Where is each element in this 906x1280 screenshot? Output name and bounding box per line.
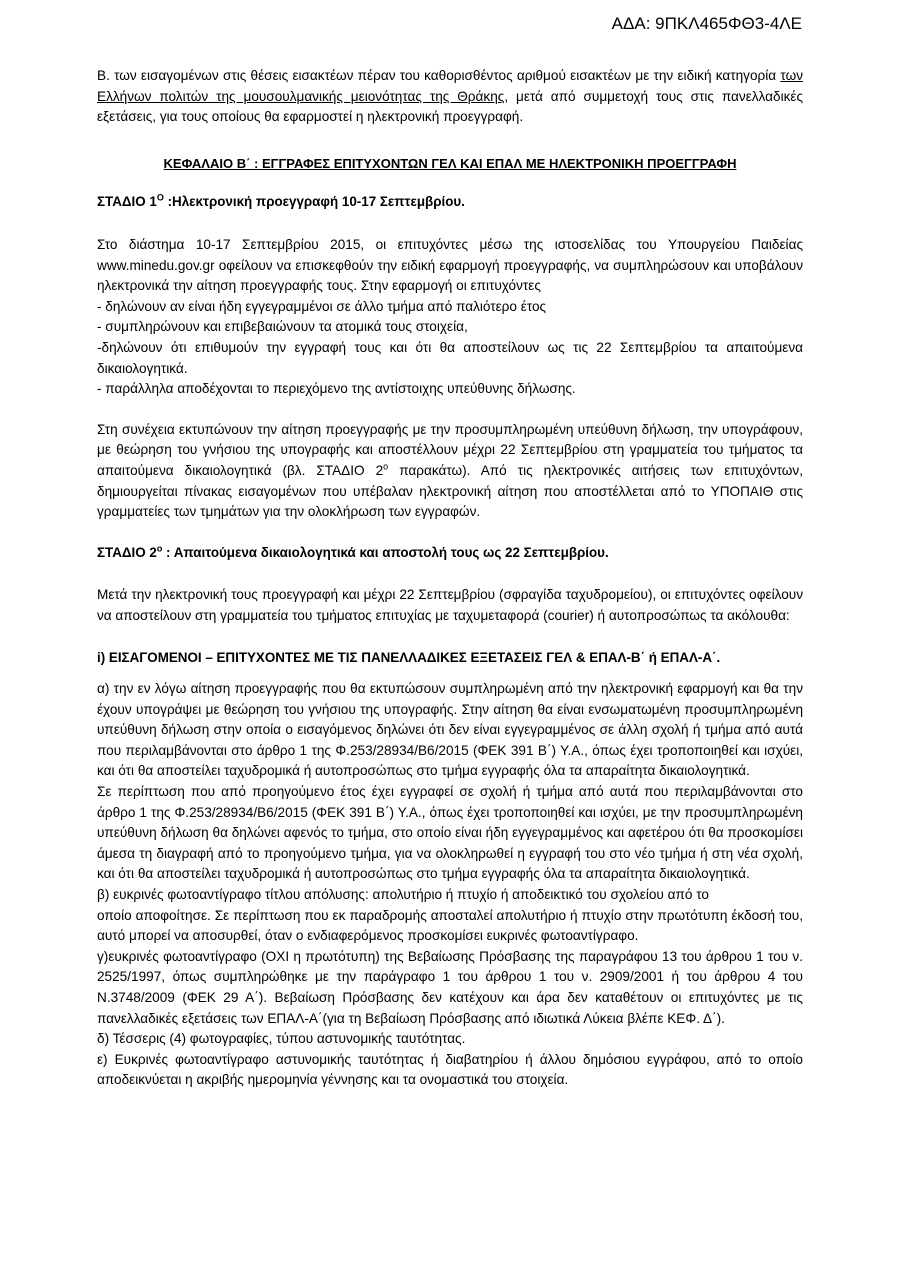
intro-text-end: , μετά από συμμετοχή τους στις πανελλαδικές εξετάσεις, για τους οποίους θα εφαρμοστεί η ηλεκτρονική προεγγραφή. bbox=[97, 88, 803, 125]
stage1-title bbox=[97, 192, 803, 213]
item-b-line-1: β) ευκρινές φωτοαντίγραφο τίτλου απόλυσης: απολυτήριο ή πτυχίο ή αποδεικτικό του σχολείου από το bbox=[97, 887, 709, 902]
item-b-line-2: οποίο αποφοίτησε. Σε περίπτωση που εκ παραδρομής αποσταλεί απολυτήριο ή πτυχίο στην πρωτότυπη έκδοσή του, αυτό μπορεί να αποσυρθεί, όταν ο ενδιαφερόμενος προσκομίσει ευκρινές φωτοαντίγραφο. bbox=[97, 907, 803, 944]
item-c: γ)ευκρινές φωτοαντίγραφο (ΟΧΙ η πρωτότυπη) της Βεβαίωσης Πρόσβασης της παραγράφου 13 του άρθρου 1 του ν. 2525/1997, όπως συμπληρώθηκε με την παράγραφο 1 του άρθρου 1 του ν. 2909/2001 ή του άρθρου 4 του Ν.3748/2009 (ΦΕΚ 29 Α΄). Βεβαίωση Πρόσβασης δεν κατέχουν και άρα δεν καταθέτουν οι επιτυχόντες με τις πανελλαδικές εξετάσεις των ΕΠΑΛ-Α΄(για τη Βεβαίωση Πρόσβασης από ιδιωτικά Λύκεια βλέπε ΚΕΦ. Δ΄). bbox=[97, 948, 803, 1026]
stage1-p2-text: Στη συνέχεια εκτυπώνουν την αίτηση προεγγραφής με την προσυμπληρωμένη υπεύθυνη δήλωση, την υπογράφουν, με θεώρηση του γνήσιου της υπογραφής και αποστέλλουν μέχρι 22 Σεπτεμβρίου στη γραμματεία του τμήματος τα απαιτούμενα δικαιολογητικά (βλ. ΣΤΑΔΙΟ 2 bbox=[97, 421, 803, 478]
stage1-title-sup: Ο bbox=[156, 192, 164, 203]
intro-underlined-category: των Ελλήνων πολιτών της μουσουλμανικής μειονότητας της Θράκης bbox=[97, 68, 803, 104]
document-body bbox=[97, 66, 803, 1091]
stage1-paragraph: Στο διάστημα 10-17 Σεπτεμβρίου 2015, οι επιτυχόντες μέσω της ιστοσελίδας του Υπουργείου Παιδείας www.minedu.gov.gr οφείλουν να επισκεφθούν την ειδική εφαρμογή προεγγραφής, να συμπληρώσουν και υποβάλουν ηλεκτρονικά την αίτηση προεγγραφής τους. Στην εφαρμογή οι επιτυχόντες bbox=[97, 236, 803, 294]
stage1-p2-sup: ο bbox=[383, 461, 389, 472]
chapter-title: ΚΕΦΑΛΑΙΟ Β΄ : ΕΓΓΡΑΦΕΣ ΕΠΙΤΥΧΟΝΤΩΝ ΓΕΛ ΚΑΙ ΕΠΑΛ ΜΕ ΗΛΕΚΤΡΟΝΙΚΗ ΠΡΟΕΓΓΡΑΦΗ bbox=[163, 155, 737, 171]
item-d: δ) Τέσσερις (4) φωτογραφίες, τύπου αστυνομικής ταυτότητας. bbox=[97, 1031, 466, 1047]
stage1-list-item-2: - συμπληρώνουν και επιβεβαιώνουν τα ατομικά τους στοιχεία, bbox=[97, 319, 468, 335]
document-ada-code: ΑΔΑ: 9ΠΚΛ465ΦΘ3-4ΛΕ bbox=[611, 14, 802, 33]
section-i-title: i) ΕΙΣΑΓΟΜΕΝΟΙ – ΕΠΙΤΥΧΟΝΤΕΣ ΜΕ ΤΙΣ ΠΑΝΕΛΛΑΔΙΚΕΣ ΕΞΕΤΑΣΕΙΣ ΓΕΛ & ΕΠΑΛ-Β΄ ή ΕΠΑΛ-Α΄. bbox=[97, 650, 721, 666]
stage1-title-text: ΣΤΑΔΙΟ 1 bbox=[97, 194, 157, 210]
stage2-title-sup: ο bbox=[156, 543, 163, 554]
stage1-title-rest: :Ηλεκτρονική προεγγραφή 10-17 Σεπτεμβρίου. bbox=[163, 194, 465, 210]
item-a: α) την εν λόγω αίτηση προεγγραφής που θα εκτυπώσουν συμπληρωμένη από την ηλεκτρονική εφαρμογή και θα την έχουν υπογράψει με θεώρηση του γνήσιου της υπογραφής. Στην αίτηση θα είναι ενσωματωμένη προσυμπληρωμένη υπεύθυνη δήλωση στην οποία ο εισαγόμενος δηλώνει ότι δεν είναι εγγεγραμμένος σε άλλη σχολή ή τμήμα από αυτά που περιλαμβάνονται στο άρθρο 1 της Φ.253/28934/Β6/2015 (ΦΕΚ 391 Β΄) Υ.Α., όπως έχει τροποποιηθεί και ισχύει, και ότι θα αποστείλει ταχυδρομικά ή αυτοπροσώπως στο τμήμα εγγραφής όλα τα απαραίτητα δικαιολογητικά. bbox=[97, 681, 803, 779]
stage2-title-text: ΣΤΑΔΙΟ 2 bbox=[97, 544, 157, 560]
intro-paragraph bbox=[97, 66, 803, 128]
intro-text-start: Β. των εισαγομένων στις θέσεις εισακτέων πέραν του καθορισθέντος αριθμού εισακτέων με την ειδική κατηγορία bbox=[97, 68, 781, 83]
stage2-title bbox=[97, 543, 803, 564]
stage2-title-rest: : Απαιτούμενα δικαιολογητικά και αποστολή τους ως 22 Σεπτεμβρίου. bbox=[162, 544, 609, 560]
stage1-list-item-1: - δηλώνουν αν είναι ήδη εγγεγραμμένοι σε άλλο τμήμα από παλιότερο έτος bbox=[97, 298, 547, 314]
stage1-list-item-4: - παράλληλα αποδέχονται το περιεχόμενο της αντίστοιχης υπεύθυνης δήλωσης. bbox=[97, 381, 576, 397]
item-a-continued: Σε περίπτωση που από προηγούμενο έτος έχει εγγραφεί σε σχολή ή τμήμα από αυτά που περιλαμβάνονται στο άρθρο 1 της Φ.253/28934/Β6/2015 (ΦΕΚ 391 Β΄) Υ.Α., όπως έχει τροποποιηθεί και ισχύει, με την προσυμπληρωμένη υπεύθυνη δήλωση θα δηλώνει αφενός το τμήμα, στο οποίο είναι ήδη εγγεγραμμένος και αφετέρου ότι θα προσκομίσει άμεσα τη διαγραφή από το προηγούμενο τμήμα, για να ολοκληρωθεί η εγγραφή του στο νέο τμήμα ή στη νέα σχολή, και ότι θα αποστείλει ταχυδρομικά ή αυτοπροσώπως στο τμήμα εγγραφής όλα τα απαραίτητα δικαιολογητικά. bbox=[97, 784, 803, 882]
stage1-list-item-3: -δηλώνουν ότι επιθυμούν την εγγραφή τους και ότι θα αποστείλουν ως τις 22 Σεπτεμβρίου τα απαιτούμενα δικαιολογητικά. bbox=[97, 339, 803, 376]
stage1-paragraph-2 bbox=[97, 420, 803, 523]
stage1-p2-rest: παρακάτω). Από τις ηλεκτρονικές αιτήσεις των επιτυχόντων, δημιουργείται πίνακας εισαγομένων που υπέβαλαν ηλεκτρονική αίτηση που αποστέλλεται από το ΥΠΟΠΑΙΘ στις γραμματείες των τμημάτων για την ολοκλήρωση των εγγραφών. bbox=[97, 462, 803, 520]
stage2-paragraph: Μετά την ηλεκτρονική τους προεγγραφή και μέχρι 22 Σεπτεμβρίου (σφραγίδα ταχυδρομείου), οι επιτυχόντες οφείλουν να αποστείλουν στη γραμματεία του τμήματος επιτυχίας με ταχυμεταφορά (courier) ή αυτοπροσώπως τα ακόλουθα: bbox=[97, 587, 803, 623]
item-e: ε) Ευκρινές φωτοαντίγραφο αστυνομικής ταυτότητας ή διαβατηρίου ή άλλου δημόσιου εγγράφου, από το οποίο αποδεικνύεται η ακριβής ημερομηνία γέννησης και τα ονομαστικά του στοιχεία. bbox=[97, 1051, 803, 1088]
